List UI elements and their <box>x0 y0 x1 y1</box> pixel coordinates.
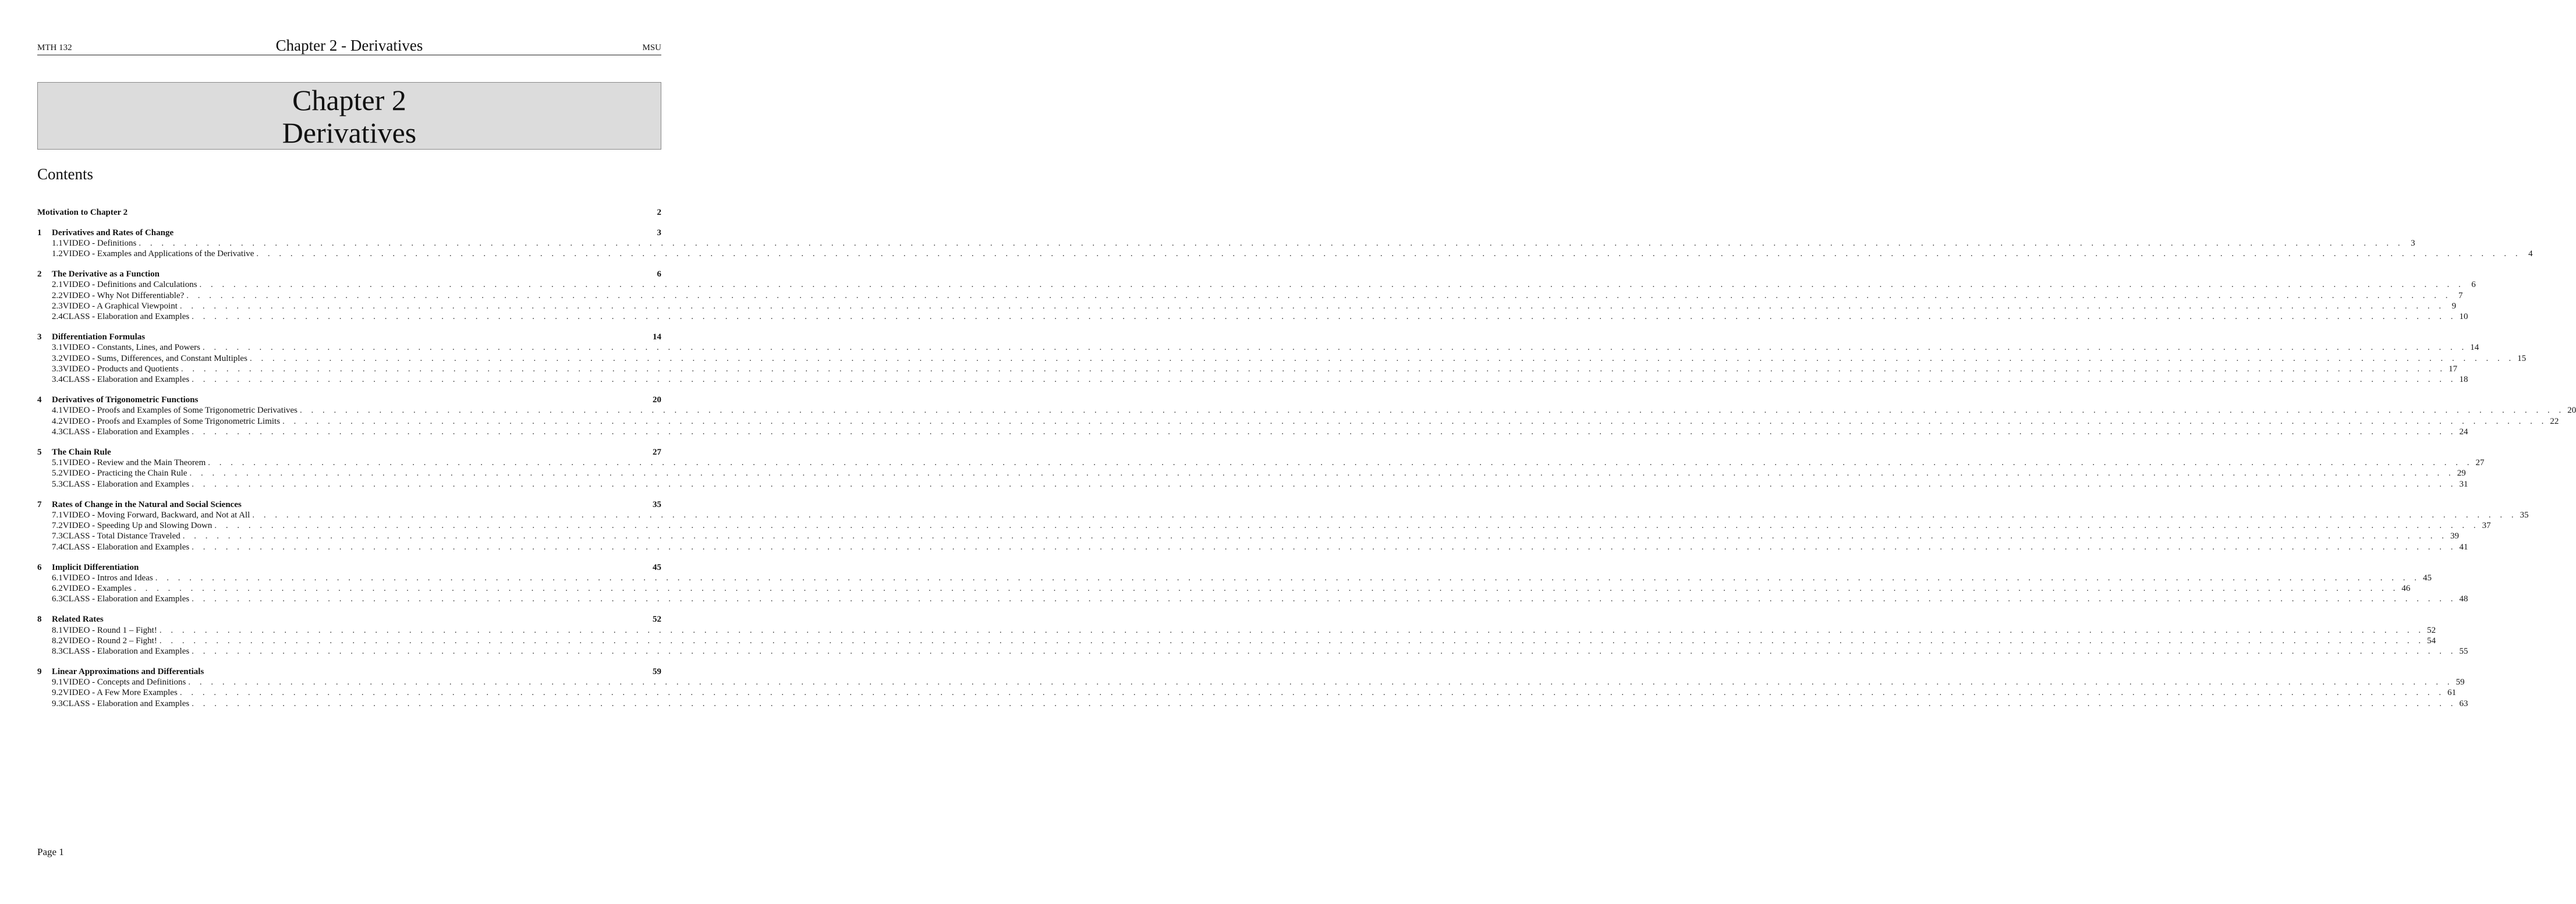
toc-leader-dots: . . . . . . . . . . . . . . . . . . . . . . . . . . . . . . . . . . . . . . . . . . . . . . . . . . . . . . . . . . . . . . . . . . . . . . . . . . . . . . . . . . . . . . . . . . . . . . . . . . . . . . . . . . . . . . . . . . . . . . . . . . . . . . . . . . . . . . . . . . . . . . . . . . . . . . . . . . . . . . . . . . . . . . . . . . . . . . . . . . . . . . . . . . . . . . . . . . . . . . . . <box>214 521 2479 531</box>
toc-section-page: 14 <box>653 332 661 342</box>
toc-subsection[interactable] <box>37 677 2465 687</box>
toc-subsection-page: 41 <box>2459 542 2468 552</box>
chapter-title-box <box>37 82 661 150</box>
toc-subsection-title: CLASS - Elaboration and Examples <box>62 647 190 657</box>
toc-section-title: Derivatives and Rates of Change <box>52 228 174 237</box>
toc-subsection-title: VIDEO - Examples <box>62 584 132 594</box>
toc-subsection-number: 4.3 <box>52 427 63 437</box>
toc-subsection[interactable] <box>37 583 2411 594</box>
toc-subsection-title: VIDEO - Review and the Main Theorem <box>62 458 206 468</box>
toc-subsection[interactable] <box>37 687 2457 698</box>
toc-section-title: Derivatives of Trigonometric Functions <box>52 395 199 405</box>
toc-subsection[interactable] <box>37 311 2468 322</box>
toc-subsection[interactable] <box>37 573 2432 583</box>
toc-subsection[interactable] <box>37 427 2468 437</box>
toc-subsection-number: 2.4 <box>52 312 63 322</box>
toc-subsection[interactable] <box>37 520 2491 531</box>
toc-subsection-number: 2.1 <box>52 280 63 290</box>
contents-heading: Contents <box>37 165 94 183</box>
toc-section-page: 20 <box>653 395 661 405</box>
toc-subsection-page: 18 <box>2459 375 2468 385</box>
toc-subsection-number: 8.1 <box>52 625 63 635</box>
toc-subsection-page: 15 <box>2517 353 2527 363</box>
toc-subsection-page: 6 <box>2471 280 2476 290</box>
toc-leader-dots: . . . . . . . . . . . . . . . . . . . . . . . . . . . . . . . . . . . . . . . . . . . . . . . . . . . . . . . . . . . . . . . . . . . . . . . . . . . . . . . . . . . . . . . . . . . . . . . . . . . . . . . . . . . . . . . . . . . . . . . . . . . . . . . . . . . . . . . . . . . . . . . . . . . . . . . . . . . . . . . . . . . . . . . . . . . . . . . . . . . . . . . . . . . . . . . . . . . . . . . . <box>192 427 2457 437</box>
toc-subsection[interactable] <box>37 468 2466 478</box>
toc-section-title: The Derivative as a Function <box>52 270 160 279</box>
toc-leader-dots: . . . . . . . . . . . . . . . . . . . . . . . . . . . . . . . . . . . . . . . . . . . . . . . . . . . . . . . . . . . . . . . . . . . . . . . . . . . . . . . . . . . . . . . . . . . . . . . . . . . . . . . . . . . . . . . . . . . . . . . . . . . . . . . . . . . . . . . . . . . . . . . . . . . . . . . . . . . . . . . . . . . . . . . . . . . . . . . . . . . . . . . . . . . . . . . . . . . . . . . . <box>159 636 2425 646</box>
toc-subsection-title: VIDEO - Speeding Up and Slowing Down <box>62 521 212 531</box>
toc-subsection-title: VIDEO - Constants, Lines, and Powers <box>62 343 200 353</box>
toc-subsection-number: 3.1 <box>52 343 63 353</box>
toc-leader-dots: . . . . . . . . . . . . . . . . . . . . . . . . . . . . . . . . . . . . . . . . . . . . . . . . . . . . . . . . . . . . . . . . . . . . . . . . . . . . . . . . . . . . . . . . . . . . . . . . . . . . . . . . . . . . . . . . . . . . . . . . . . . . . . . . . . . . . . . . . . . . . . . . . . . . . . . . . . . . . . . . . . . . . . . . . . . . . . . . . . . . . . . . . . . . . . . . . . . . . . . . <box>252 510 2517 520</box>
toc-subsection-title: VIDEO - Round 2 – Fight! <box>62 636 157 646</box>
toc-subsection-title: CLASS - Elaboration and Examples <box>62 427 190 437</box>
toc-subsection-title: VIDEO - Intros and Ideas <box>62 573 153 583</box>
toc-subsection-title: VIDEO - Examples and Applications of the Derivative <box>62 249 254 259</box>
toc-subsection-page: 31 <box>2459 479 2468 489</box>
toc-section[interactable] <box>37 499 661 510</box>
toc-subsection-page: 20 <box>2567 406 2576 416</box>
toc-subsection-title: CLASS - Elaboration and Examples <box>62 312 190 322</box>
toc-section[interactable] <box>37 562 661 573</box>
toc-section[interactable] <box>37 269 661 279</box>
toc-leader-dots: . . . . . . . . . . . . . . . . . . . . . . . . . . . . . . . . . . . . . . . . . . . . . . . . . . . . . . . . . . . . . . . . . . . . . . . . . . . . . . . . . . . . . . . . . . . . . . . . . . . . . . . . . . . . . . . . . . . . . . . . . . . . . . . . . . . . . . . . . . . . . . . . . . . . . . . . . . . . . . . . . . . . . . . . . . . . . . . . . . . . . . . . . . . . . . . . . . . . . . . . <box>199 280 2464 290</box>
toc-section-page: 52 <box>653 615 661 625</box>
toc-subsection-title: CLASS - Elaboration and Examples <box>62 375 190 385</box>
toc-leader-dots: . . . . . . . . . . . . . . . . . . . . . . . . . . . . . . . . . . . . . . . . . . . . . . . . . . . . . . . . . . . . . . . . . . . . . . . . . . . . . . . . . . . . . . . . . . . . . . . . . . . . . . . . . . . . . . . . . . . . . . . . . . . . . . . . . . . . . . . . . . . . . . . . . . . . . . . . . . . . . . . . . . . . . . . . . . . . . . . . . . . . . . . . . . . . . . . . . . . . . . . . <box>282 416 2547 426</box>
toc-subsection-title: CLASS - Elaboration and Examples <box>62 479 190 489</box>
toc-entry-motivation[interactable] <box>37 207 661 218</box>
toc-subsection[interactable] <box>37 531 2459 541</box>
toc-leader-dots: . . . . . . . . . . . . . . . . . . . . . . . . . . . . . . . . . . . . . . . . . . . . . . . . . . . . . . . . . . . . . . . . . . . . . . . . . . . . . . . . . . . . . . . . . . . . . . . . . . . . . . . . . . . . . . . . . . . . . . . . . . . . . . . . . . . . . . . . . . . . . . . . . . . . . . . . . . . . . . . . . . . . . . . . . . . . . . . . . . . . . . . . . . . . . . . . . . . . . . . . <box>208 458 2473 468</box>
toc-subsection-page: 3 <box>2411 239 2415 249</box>
toc-subsection-title: VIDEO - A Few More Examples <box>62 688 178 698</box>
toc-subsection-page: 55 <box>2459 647 2468 657</box>
toc-subsection-title: VIDEO - Moving Forward, Backward, and Not at All <box>62 510 250 520</box>
page-footer: Page 1 <box>37 846 64 857</box>
toc-leader-dots: . . . . . . . . . . . . . . . . . . . . . . . . . . . . . . . . . . . . . . . . . . . . . . . . . . . . . . . . . . . . . . . . . . . . . . . . . . . . . . . . . . . . . . . . . . . . . . . . . . . . . . . . . . . . . . . . . . . . . . . . . . . . . . . . . . . . . . . . . . . . . . . . . . . . . . . . . . . . . . . . . . . . . . . . . . . . . . . . . . . . . . . . . . . . . . . . . . . . . . . . <box>256 249 2521 259</box>
toc-subsection[interactable] <box>37 479 2468 490</box>
toc-section-number: 6 <box>37 562 42 572</box>
toc-subsection-title: VIDEO - Definitions and Calculations <box>62 280 197 290</box>
course-code: MTH 132 <box>37 43 72 52</box>
toc-subsection-page: 45 <box>2422 573 2432 583</box>
toc-subsection-number: 4.1 <box>52 406 63 416</box>
toc-subsection[interactable] <box>37 405 2576 416</box>
toc-subsection[interactable] <box>37 279 2476 290</box>
toc-subsection[interactable] <box>37 301 2457 311</box>
toc-subsection-title: VIDEO - Proofs and Examples of Some Trigonometric Derivatives <box>62 406 298 416</box>
toc-leader-dots: . . . . . . . . . . . . . . . . . . . . . . . . . . . . . . . . . . . . . . . . . . . . . . . . . . . . . . . . . . . . . . . . . . . . . . . . . . . . . . . . . . . . . . . . . . . . . . . . . . . . . . . . . . . . . . . . . . . . . . . . . . . . . . . . . . . . . . . . . . . . . . . . . . . . . . . . . . . . . . . . . . . . . . . . . . . . . . . . . . . . . . . . . . . . . . . . . . . . . . . . <box>192 479 2457 489</box>
toc-section-number: 4 <box>37 395 42 405</box>
toc-subsection-page: 48 <box>2459 594 2468 604</box>
toc-leader-dots: . . . . . . . . . . . . . . . . . . . . . . . . . . . . . . . . . . . . . . . . . . . . . . . . . . . . . . . . . . . . . . . . . . . . . . . . . . . . . . . . . . . . . . . . . . . . . . . . . . . . . . . . . . . . . . . . . . . . . . . . . . . . . . . . . . . . . . . . . . . . . . . . . . . . . . . . . . . . . . . . . . . . . . . . . . . . . . . . . . . . . . . . . . . . . . . . . . . . . . . . <box>192 375 2457 385</box>
toc-leader-dots: . . . . . . . . . . . . . . . . . . . . . . . . . . . . . . . . . . . . . . . . . . . . . . . . . . . . . . . . . . . . . . . . . . . . . . . . . . . . . . . . . . . . . . . . . . . . . . . . . . . . . . . . . . . . . . . . . . . . . . . . . . . . . . . . . . . . . . . . . . . . . . . . . . . . . . . . . . . . . . . . . . . . . . . . . . . . . . . . . . . . . . . . . . . . . . . . . . . . . . . . <box>179 302 2445 311</box>
toc-leader-dots: . . . . . . . . . . . . . . . . . . . . . . . . . . . . . . . . . . . . . . . . . . . . . . . . . . . . . . . . . . . . . . . . . . . . . . . . . . . . . . . . . . . . . . . . . . . . . . . . . . . . . . . . . . . . . . . . . . . . . . . . . . . . . . . . . . . . . . . . . . . . . . . . . . . . . . . . . . . . . . . . . . . . . . . . . . . . . . . . . . . . . . . . . . . . . . . . . . . . . . . . <box>186 290 2451 300</box>
toc-leader-dots: . . . . . . . . . . . . . . . . . . . . . . . . . . . . . . . . . . . . . . . . . . . . . . . . . . . . . . . . . . . . . . . . . . . . . . . . . . . . . . . . . . . . . . . . . . . . . . . . . . . . . . . . . . . . . . . . . . . . . . . . . . . . . . . . . . . . . . . . . . . . . . . . . . . . . . . . . . . . . . . . . . . . . . . . . . . . . . . . . . . . . . . . . . . . . . . . . . . . . . . . <box>188 678 2453 687</box>
toc-subsection[interactable] <box>37 416 2559 427</box>
toc-leader-dots: . . . . . . . . . . . . . . . . . . . . . . . . . . . . . . . . . . . . . . . . . . . . . . . . . . . . . . . . . . . . . . . . . . . . . . . . . . . . . . . . . . . . . . . . . . . . . . . . . . . . . . . . . . . . . . . . . . . . . . . . . . . . . . . . . . . . . . . . . . . . . . . . . . . . . . . . . . . . . . . . . . . . . . . . . . . . . . . . . . . . . . . . . . . . . . . . . . . . . . . . <box>159 625 2425 635</box>
chapter-number: Chapter 2 <box>292 84 406 116</box>
header-title: Chapter 2 - Derivatives <box>275 37 423 54</box>
toc-leader-dots: . . . . . . . . . . . . . . . . . . . . . . . . . . . . . . . . . . . . . . . . . . . . . . . . . . . . . . . . . . . . . . . . . . . . . . . . . . . . . . . . . . . . . . . . . . . . . . . . . . . . . . . . . . . . . . . . . . . . . . . . . . . . . . . . . . . . . . . . . . . . . . . . . . . . . . . . . . . . . . . . . . . . . . . . . . . . . . . . . . . . . . . . . . . . . . . . . . . . . . . . <box>192 647 2457 657</box>
toc-section-title: Linear Approximations and Differentials <box>52 667 204 676</box>
toc-leader-dots: . . . . . . . . . . . . . . . . . . . . . . . . . . . . . . . . . . . . . . . . . . . . . . . . . . . . . . . . . . . . . . . . . . . . . . . . . . . . . . . . . . . . . . . . . . . . . . . . . . . . . . . . . . . . . . . . . . . . . . . . . . . . . . . . . . . . . . . . . . . . . . . . . . . . . . . . . . . . . . . . . . . . . . . . . . . . . . . . . . . . . . . . . . . . . . . . . . . . . . . . <box>300 406 2565 416</box>
toc-section-page: 27 <box>653 447 661 457</box>
toc-subsection[interactable] <box>37 249 2533 259</box>
toc-section-number: 5 <box>37 447 42 457</box>
toc-subsection-title: CLASS - Elaboration and Examples <box>62 542 190 552</box>
toc-subsection-number: 5.3 <box>52 479 63 489</box>
table-of-contents <box>37 207 2576 709</box>
toc-section[interactable] <box>37 395 661 405</box>
toc-subsection-number: 9.3 <box>52 699 63 708</box>
toc-section-number: 9 <box>37 667 42 676</box>
toc-section[interactable] <box>37 447 661 458</box>
toc-subsection-page: 4 <box>2528 249 2533 259</box>
toc-subsection-page: 61 <box>2447 688 2457 698</box>
toc-subsection-number: 5.2 <box>52 469 63 478</box>
toc-section[interactable] <box>37 667 661 677</box>
toc-subsection-title: VIDEO - A Graphical Viewpoint <box>62 302 178 311</box>
toc-subsection[interactable] <box>37 594 2468 604</box>
toc-leader-dots: . . . . . . . . . . . . . . . . . . . . . . . . . . . . . . . . . . . . . . . . . . . . . . . . . . . . . . . . . . . . . . . . . . . . . . . . . . . . . . . . . . . . . . . . . . . . . . . . . . . . . . . . . . . . . . . . . . . . . . . . . . . . . . . . . . . . . . . . . . . . . . . . . . . . . . . . . . . . . . . . . . . . . . . . . . . . . . . . . . . . . . . . . . . . . . . . . . . . . . . . <box>180 364 2446 374</box>
toc-leader-dots: . . . . . . . . . . . . . . . . . . . . . . . . . . . . . . . . . . . . . . . . . . . . . . . . . . . . . . . . . . . . . . . . . . . . . . . . . . . . . . . . . . . . . . . . . . . . . . . . . . . . . . . . . . . . . . . . . . . . . . . . . . . . . . . . . . . . . . . . . . . . . . . . . . . . . . . . . . . . . . . . . . . . . . . . . . . . . . . . . . . . . . . . . . . . . . . . . . . . . . . . <box>134 584 2399 594</box>
toc-leader-dots: . . . . . . . . . . . . . . . . . . . . . . . . . . . . . . . . . . . . . . . . . . . . . . . . . . . . . . . . . . . . . . . . . . . . . . . . . . . . . . . . . . . . . . . . . . . . . . . . . . . . . . . . . . . . . . . . . . . . . . . . . . . . . . . . . . . . . . . . . . . . . . . . . . . . . . . . . . . . . . . . . . . . . . . . . . . . . . . . . . . . . . . . . . . . . . . . . . . . . . . . <box>179 688 2445 698</box>
toc-section-title: Differentiation Formulas <box>52 332 146 342</box>
toc-subsection[interactable] <box>37 636 2436 646</box>
toc-section-page: 6 <box>657 270 661 279</box>
toc-subsection-title: VIDEO - Definitions <box>62 239 137 249</box>
toc-subsection[interactable] <box>37 542 2468 552</box>
institution: MSU <box>642 43 661 52</box>
toc-subsection-title: VIDEO - Products and Quotients <box>62 364 179 374</box>
toc-leader-dots: . . . . . . . . . . . . . . . . . . . . . . . . . . . . . . . . . . . . . . . . . . . . . . . . . . . . . . . . . . . . . . . . . . . . . . . . . . . . . . . . . . . . . . . . . . . . . . . . . . . . . . . . . . . . . . . . . . . . . . . . . . . . . . . . . . . . . . . . . . . . . . . . . . . . . . . . . . . . . . . . . . . . . . . . . . . . . . . . . . . . . . . . . . . . . . . . . . . . . . . . <box>189 469 2454 478</box>
toc-section-title: Implicit Differentiation <box>52 562 139 572</box>
toc-subsection[interactable] <box>37 290 2463 301</box>
toc-subsection-number: 3.4 <box>52 375 63 385</box>
toc-subsection-number: 2.2 <box>52 290 63 300</box>
toc-subsection-number: 4.2 <box>52 416 63 426</box>
toc-subsection-number: 5.1 <box>52 458 63 468</box>
toc-section-page: 3 <box>657 228 661 237</box>
toc-subsection-number: 7.2 <box>52 521 63 531</box>
toc-subsection-number: 1.1 <box>52 239 63 249</box>
toc-subsection[interactable] <box>37 374 2468 385</box>
toc-subsection-title: VIDEO - Practicing the Chain Rule <box>62 469 187 478</box>
toc-entry-page: 2 <box>657 208 661 217</box>
toc-section-page: 35 <box>653 499 661 509</box>
toc-section-number: 2 <box>37 270 42 279</box>
toc-subsection-page: 29 <box>2457 469 2466 478</box>
toc-leader-dots: . . . . . . . . . . . . . . . . . . . . . . . . . . . . . . . . . . . . . . . . . . . . . . . . . . . . . . . . . . . . . . . . . . . . . . . . . . . . . . . . . . . . . . . . . . . . . . . . . . . . . . . . . . . . . . . . . . . . . . . . . . . . . . . . . . . . . . . . . . . . . . . . . . . . . . . . . . . . . . . . . . . . . . . . . . . . . . . . . . . . . . . . . . . . . . . . . . . . . . . . <box>192 542 2457 552</box>
toc-subsection-page: 17 <box>2449 364 2458 374</box>
toc-section[interactable] <box>37 614 661 625</box>
toc-subsection[interactable] <box>37 699 2468 709</box>
toc-subsection-title: CLASS - Elaboration and Examples <box>62 699 190 708</box>
toc-section[interactable] <box>37 228 661 238</box>
toc-section-title: Related Rates <box>52 615 104 625</box>
toc-section-page: 45 <box>653 562 661 572</box>
toc-subsection-title: VIDEO - Why Not Differentiable? <box>62 290 185 300</box>
toc-section-number: 7 <box>37 499 42 509</box>
toc-subsection-number: 3.2 <box>52 353 63 363</box>
toc-subsection-title: CLASS - Total Distance Traveled <box>62 531 180 541</box>
toc-leader-dots: . . . . . . . . . . . . . . . . . . . . . . . . . . . . . . . . . . . . . . . . . . . . . . . . . . . . . . . . . . . . . . . . . . . . . . . . . . . . . . . . . . . . . . . . . . . . . . . . . . . . . . . . . . . . . . . . . . . . . . . . . . . . . . . . . . . . . . . . . . . . . . . . . . . . . . . . . . . . . . . . . . . . . . . . . . . . . . . . . . . . . . . . . . . . . . . . . . . . . . . . <box>192 594 2457 604</box>
toc-leader-dots: . . . . . . . . . . . . . . . . . . . . . . . . . . . . . . . . . . . . . . . . . . . . . . . . . . . . . . . . . . . . . . . . . . . . . . . . . . . . . . . . . . . . . . . . . . . . . . . . . . . . . . . . . . . . . . . . . . . . . . . . . . . . . . . . . . . . . . . . . . . . . . . . . . . . . . . . . . . . . . . . . . . . . . . . . . . . . . . . . . . . . . . . . . . . . . . . . . . . . . . . <box>249 353 2515 363</box>
toc-leader-dots: . . . . . . . . . . . . . . . . . . . . . . . . . . . . . . . . . . . . . . . . . . . . . . . . . . . . . . . . . . . . . . . . . . . . . . . . . . . . . . . . . . . . . . . . . . . . . . . . . . . . . . . . . . . . . . . . . . . . . . . . . . . . . . . . . . . . . . . . . . . . . . . . . . . . . . . . . . . . . . . . . . . . . . . . . . . . . . . . . . . . . . . . . . . . . . . . . . . . . . . . <box>155 573 2420 583</box>
toc-subsection-number: 8.3 <box>52 647 63 657</box>
toc-subsection[interactable] <box>37 353 2527 364</box>
toc-subsection[interactable] <box>37 646 2468 657</box>
toc-section-page: 59 <box>653 667 661 676</box>
toc-subsection-number: 6.1 <box>52 573 63 583</box>
toc-subsection-page: 9 <box>2451 302 2457 311</box>
toc-subsection-page: 63 <box>2459 699 2468 708</box>
toc-subsection-page: 39 <box>2450 531 2459 541</box>
toc-subsection-number: 8.2 <box>52 636 63 646</box>
toc-section-number: 3 <box>37 332 42 342</box>
toc-subsection-number: 2.3 <box>52 302 63 311</box>
toc-section-number: 1 <box>37 228 42 237</box>
toc-subsection-number: 9.1 <box>52 678 63 687</box>
toc-subsection-number: 6.3 <box>52 594 63 604</box>
toc-subsection[interactable] <box>37 510 2529 520</box>
toc-subsection-page: 10 <box>2459 312 2468 322</box>
toc-subsection-page: 46 <box>2401 584 2411 594</box>
toc-leader-dots: . . . . . . . . . . . . . . . . . . . . . . . . . . . . . . . . . . . . . . . . . . . . . . . . . . . . . . . . . . . . . . . . . . . . . . . . . . . . . . . . . . . . . . . . . . . . . . . . . . . . . . . . . . . . . . . . . . . . . . . . . . . . . . . . . . . . . . . . . . . . . . . . . . . . . . . . . . . . . . . . . . . . . . . . . . . . . . . . . . . . . . . . . . . . . . . . . . . . . . . . <box>192 699 2457 708</box>
toc-subsection-page: 37 <box>2482 521 2491 531</box>
toc-subsection-title: VIDEO - Proofs and Examples of Some Trigonometric Limits <box>62 416 281 426</box>
toc-subsection-page: 24 <box>2459 427 2468 437</box>
toc-subsection-page: 22 <box>2550 416 2559 426</box>
toc-section-title: The Chain Rule <box>52 447 111 457</box>
toc-subsection-page: 59 <box>2455 678 2465 687</box>
toc-subsection-number: 7.1 <box>52 510 63 520</box>
toc-subsection[interactable] <box>37 238 2415 249</box>
toc-subsection-number: 9.2 <box>52 688 63 698</box>
running-header <box>37 36 661 55</box>
toc-subsection-title: VIDEO - Concepts and Definitions <box>62 678 186 687</box>
toc-leader-dots: . . . . . . . . . . . . . . . . . . . . . . . . . . . . . . . . . . . . . . . . . . . . . . . . . . . . . . . . . . . . . . . . . . . . . . . . . . . . . . . . . . . . . . . . . . . . . . . . . . . . . . . . . . . . . . . . . . . . . . . . . . . . . . . . . . . . . . . . . . . . . . . . . . . . . . . . . . . . . . . . . . . . . . . . . . . . . . . . . . . . . . . . . . . . . . . . . . . . . . . . <box>202 343 2468 353</box>
toc-subsection[interactable] <box>37 364 2458 374</box>
toc-subsection-page: 35 <box>2520 510 2529 520</box>
toc-leader-dots: . . . . . . . . . . . . . . . . . . . . . . . . . . . . . . . . . . . . . . . . . . . . . . . . . . . . . . . . . . . . . . . . . . . . . . . . . . . . . . . . . . . . . . . . . . . . . . . . . . . . . . . . . . . . . . . . . . . . . . . . . . . . . . . . . . . . . . . . . . . . . . . . . . . . . . . . . . . . . . . . . . . . . . . . . . . . . . . . . . . . . . . . . . . . . . . . . . . . . . . . <box>139 239 2404 249</box>
toc-subsection-title: VIDEO - Sums, Differences, and Constant Multiples <box>62 353 247 363</box>
toc-subsection-number: 3.3 <box>52 364 63 374</box>
toc-section-number: 8 <box>37 615 42 625</box>
toc-subsection-page: 54 <box>2427 636 2436 646</box>
toc-leader-dots: . . . . . . . . . . . . . . . . . . . . . . . . . . . . . . . . . . . . . . . . . . . . . . . . . . . . . . . . . . . . . . . . . . . . . . . . . . . . . . . . . . . . . . . . . . . . . . . . . . . . . . . . . . . . . . . . . . . . . . . . . . . . . . . . . . . . . . . . . . . . . . . . . . . . . . . . . . . . . . . . . . . . . . . . . . . . . . . . . . . . . . . . . . . . . . . . . . . . . . . . <box>182 531 2447 541</box>
toc-subsection-page: 7 <box>2458 290 2463 300</box>
toc-subsection-page: 14 <box>2470 343 2479 353</box>
toc-subsection-title: CLASS - Elaboration and Examples <box>62 594 190 604</box>
toc-subsection-page: 52 <box>2427 625 2436 635</box>
toc-subsection-title: VIDEO - Round 1 – Fight! <box>62 625 157 635</box>
toc-subsection-number: 1.2 <box>52 249 63 259</box>
toc-section[interactable] <box>37 332 661 342</box>
toc-subsection-number: 7.4 <box>52 542 63 552</box>
toc-subsection[interactable] <box>37 458 2485 468</box>
toc-subsection[interactable] <box>37 625 2436 636</box>
toc-subsection-page: 27 <box>2475 458 2485 468</box>
toc-section-title: Rates of Change in the Natural and Social Sciences <box>52 499 242 509</box>
toc-entry-title: Motivation to Chapter 2 <box>37 208 128 217</box>
toc-subsection[interactable] <box>37 342 2479 353</box>
chapter-name: Derivatives <box>282 116 417 149</box>
toc-leader-dots: . . . . . . . . . . . . . . . . . . . . . . . . . . . . . . . . . . . . . . . . . . . . . . . . . . . . . . . . . . . . . . . . . . . . . . . . . . . . . . . . . . . . . . . . . . . . . . . . . . . . . . . . . . . . . . . . . . . . . . . . . . . . . . . . . . . . . . . . . . . . . . . . . . . . . . . . . . . . . . . . . . . . . . . . . . . . . . . . . . . . . . . . . . . . . . . . . . . . . . . . <box>192 312 2457 322</box>
toc-subsection-number: 6.2 <box>52 584 63 594</box>
toc-subsection-number: 7.3 <box>52 531 63 541</box>
